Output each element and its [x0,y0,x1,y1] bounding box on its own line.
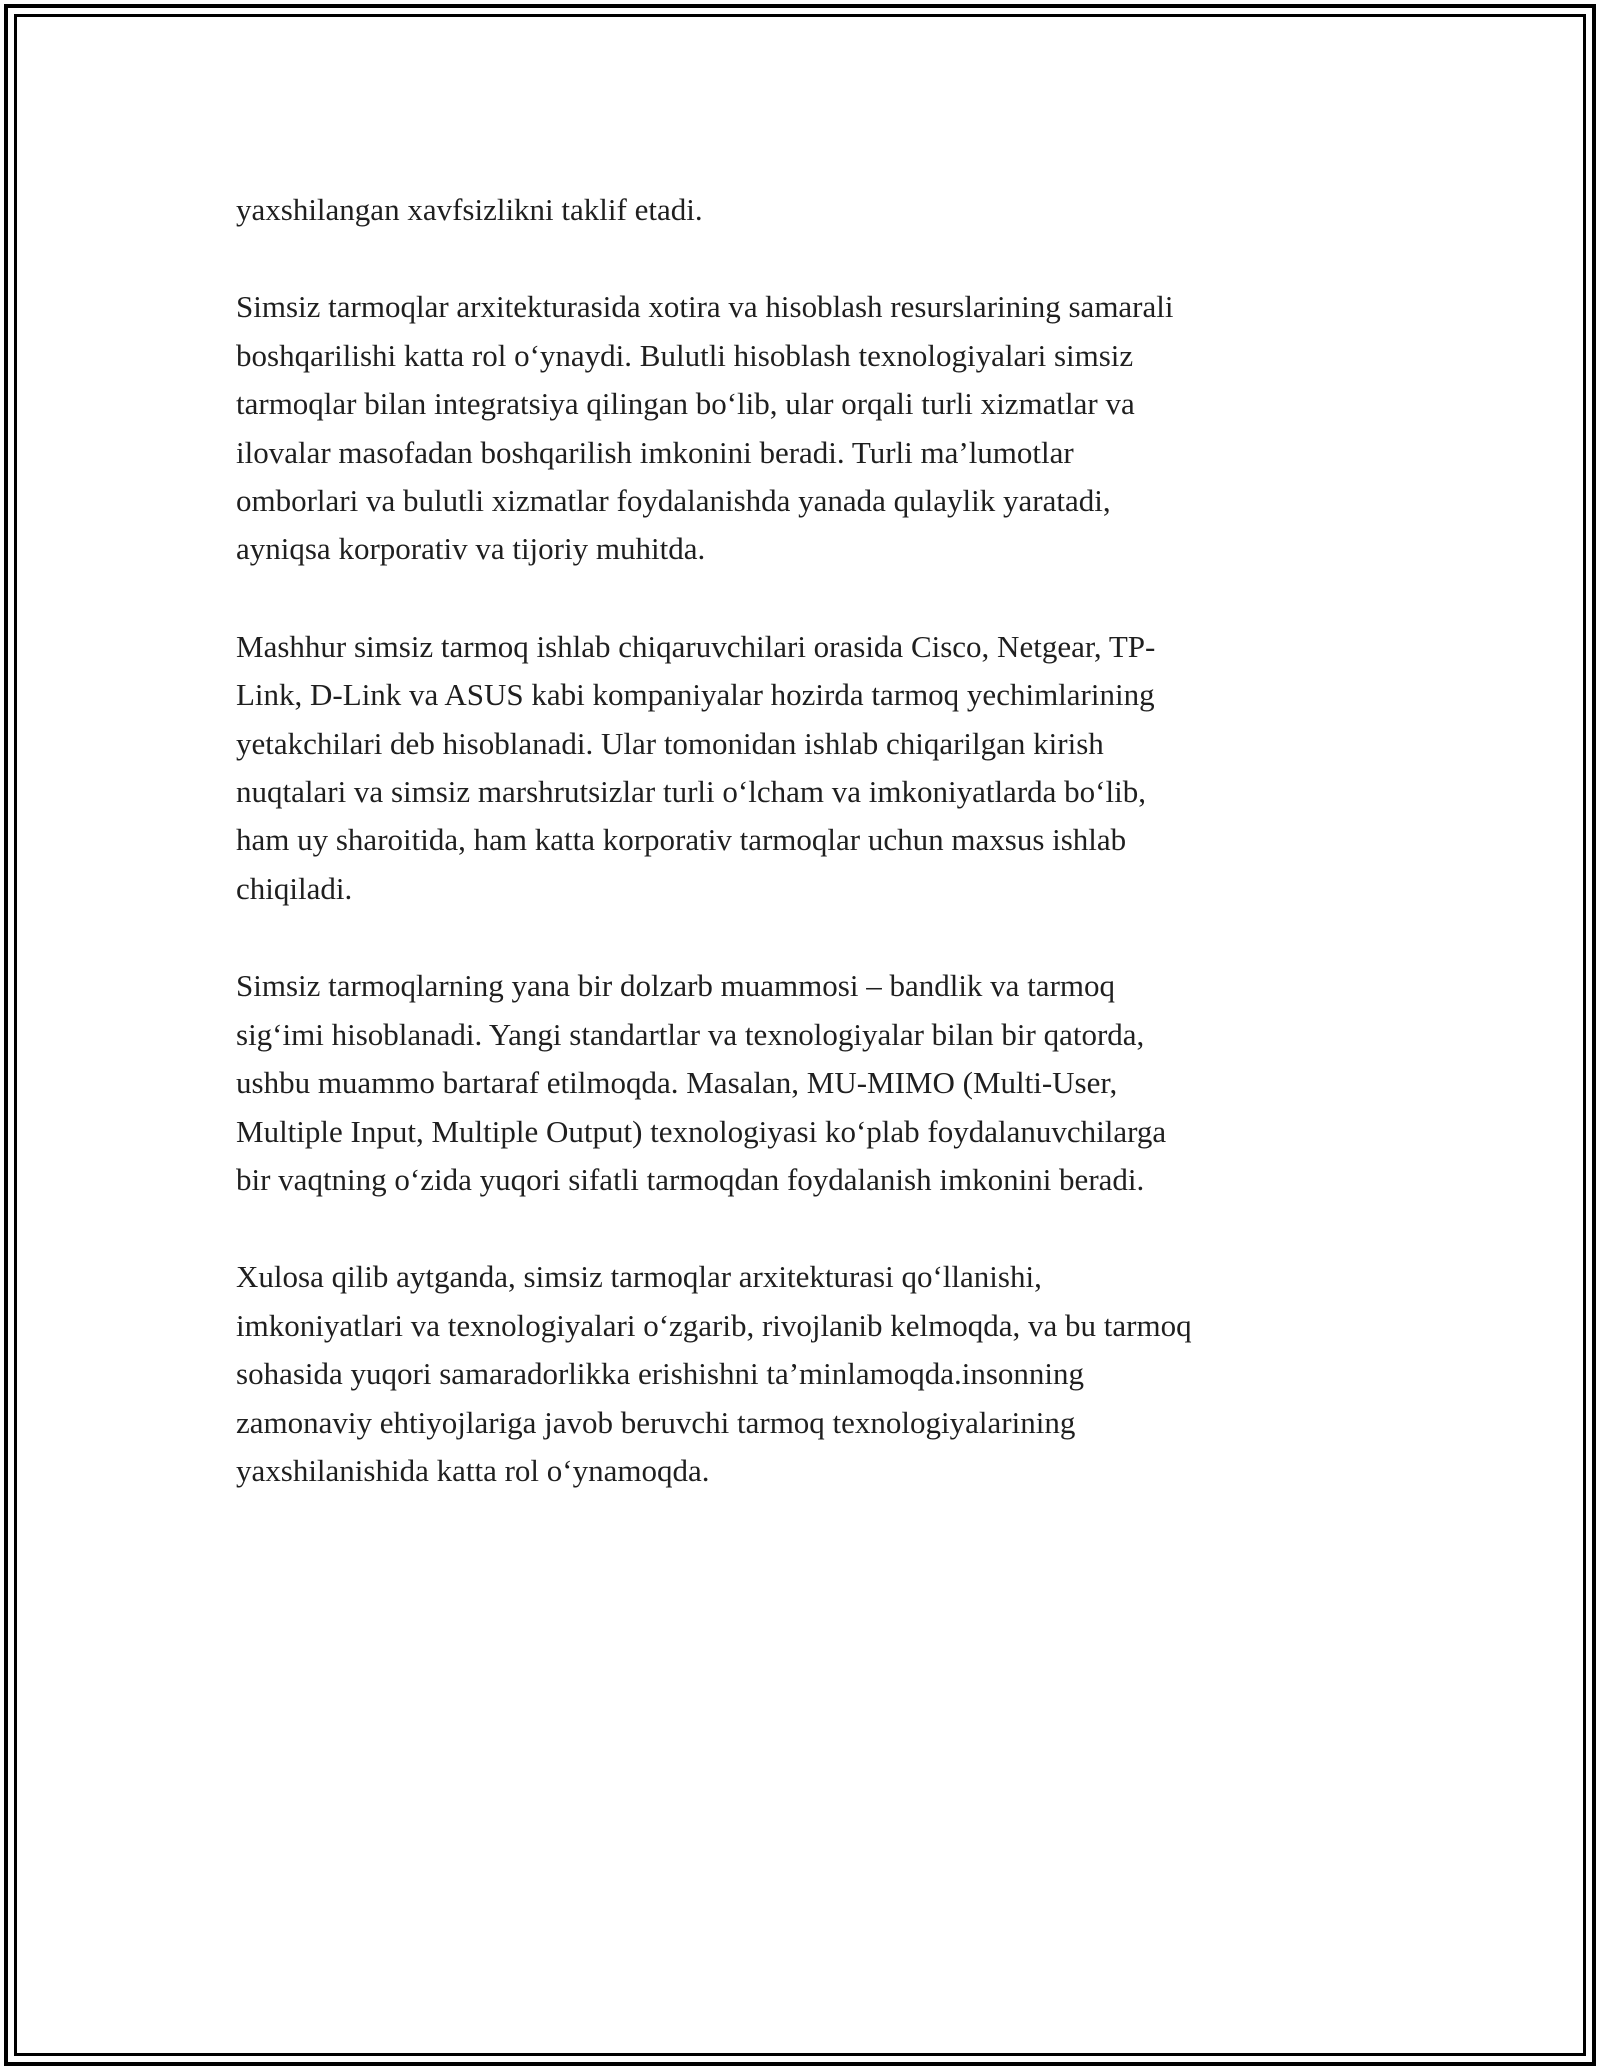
text-line: boshqarilishi katta rol o‘ynaydi. Bulutli hisoblash texnologiyalari simsiz [236,337,1134,373]
paragraph-4 [236,962,1386,1204]
paragraph-5 [236,1253,1386,1495]
text-line: zamonaviy ehtiyojlariga javob beruvchi tarmoq texnologiyalarining [236,1404,1076,1440]
text-line: imkoniyatlari va texnologiyalari o‘zgarib, rivojlanib kelmoqda, va bu tarmoq [236,1307,1192,1343]
text-line: Simsiz tarmoqlarning yana bir dolzarb muammosi – bandlik va tarmoq [236,968,1116,1004]
text-line: yetakchilari deb hisoblanadi. Ular tomonidan ishlab chiqarilgan kirish [236,725,1104,761]
text-line: ushbu muammo bartaraf etilmoqda. Masalan, MU-MIMO (Multi-User, [236,1065,1118,1101]
text-line: Simsiz tarmoqlar arxitekturasida xotira va hisoblash resurslarining samarali [236,289,1174,325]
text-line: ayniqsa korporativ va tijoriy muhitda. [236,531,706,567]
text-line: Multiple Input, Multiple Output) texnologiyasi ko‘plab foydalanuvchilarga [236,1113,1167,1149]
paragraph-1 [236,186,1386,234]
text-line: yaxshilanishida katta rol o‘ynamoqda. [236,1452,710,1488]
text-line: sohasida yuqori samaradorlikka erishishni ta’minlamoqda.insonning [236,1356,1085,1392]
text-line: Xulosa qilib aytganda, simsiz tarmoqlar arxitekturasi qo‘llanishi, [236,1259,1042,1295]
text-line: nuqtalari va simsiz marshrutsizlar turli o‘lcham va imkoniyatlarda bo‘lib, [236,774,1146,810]
text-line: Link, D-Link va ASUS kabi kompaniyalar hozirda tarmoq yechimlarining [236,677,1155,713]
text-line: sig‘imi hisoblanadi. Yangi standartlar va texnologiyalar bilan bir qatorda, [236,1016,1145,1052]
text-line: tarmoqlar bilan integratsiya qilingan bo‘lib, ular orqali turli xizmatlar va [236,386,1135,422]
text-line: ham uy sharoitida, ham katta korporativ tarmoqlar uchun maxsus ishlab [236,822,1127,858]
page-content [236,186,1386,1544]
paragraph-2 [236,283,1386,573]
text-line: bir vaqtning o‘zida yuqori sifatli tarmoqdan foydalanish imkonini beradi. [236,1161,1145,1197]
text-line: chiqiladi. [236,870,353,906]
text-line: Mashhur simsiz tarmoq ishlab chiqaruvchilari orasida Cisco, Netgear, TP- [236,628,1156,664]
text-line: ilovalar masofadan boshqarilish imkonini beradi. Turli ma’lumotlar [236,434,1074,470]
paragraph-3 [236,623,1386,913]
text-line: yaxshilangan xavfsizlikni taklif etadi. [236,192,703,227]
text-line: omborlari va bulutli xizmatlar foydalanishda yanada qulaylik yaratadi, [236,483,1111,519]
